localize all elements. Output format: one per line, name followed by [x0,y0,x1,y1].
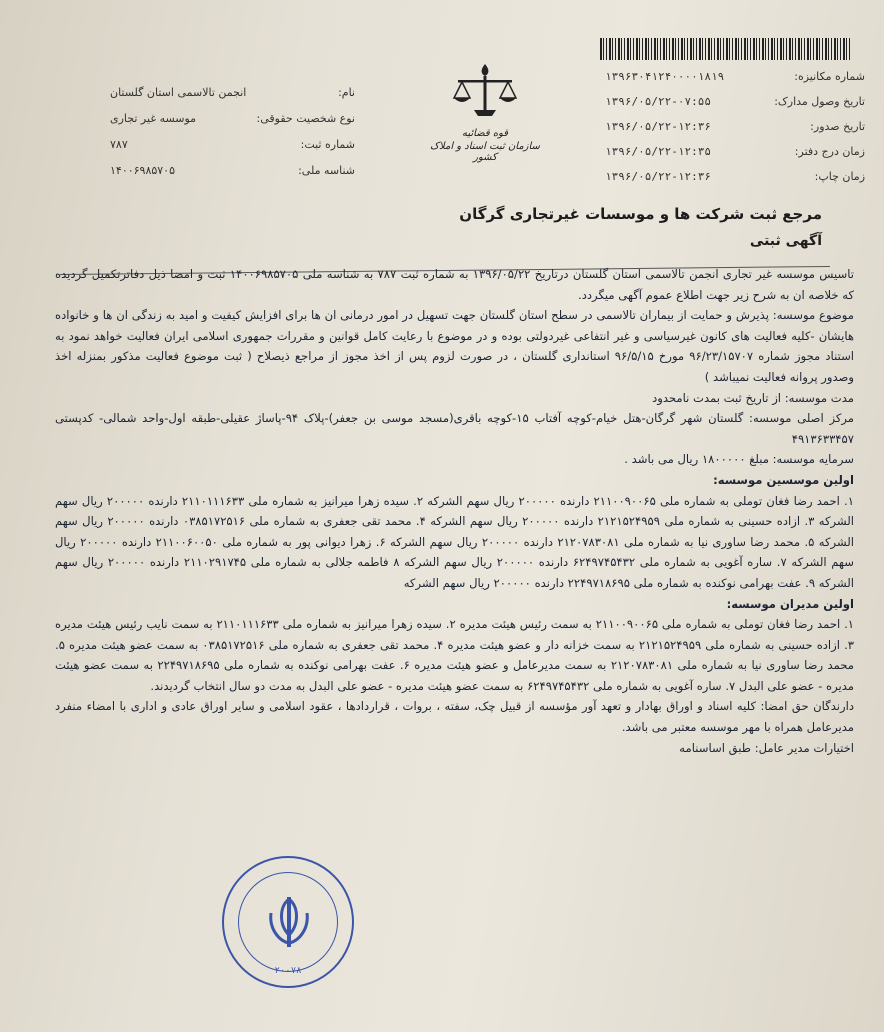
meta-row-book [605,139,865,164]
meta-label: زمان درج دفتر: [794,145,865,158]
paragraph-establishment: تاسیس موسسه غیر تجاری انجمن تالاسمی استان گلستان درتاریخ ۱۳۹۶/۰۵/۲۲ به شماره ثبت ۷۸۷ به شناسه ملی ۱۴۰۰۶۹۸۵۷۰۵ ثبت و امضا ذیل دفاترتکمیل گردیده که خلاصه ان به شرح زیر جهت اطلاع عموم آگهی میگردد. [55,267,854,302]
entity-national-label: شناسه ملی: [298,164,355,177]
entity-type-row [110,106,355,132]
meta-row-print [605,164,865,189]
meta-row-mechanized [605,64,865,89]
paragraph-signatories: دارندگان حق امضا: کلیه اسناد و اوراق بهادار و تعهد آور مؤسسه از قبیل چک، سفته ، بروات ، قراردادها ، عقود اسلامی و سایر اوراق عادی و اداری با امضاء منفرد مدیرعامل همراه با مهر موسسه معتبر می باشد. [55,699,854,735]
entity-reg-row [110,132,355,158]
meta-label: شماره مکانیزه: [794,70,865,83]
entity-type-label: نوع شخصیت حقوقی: [256,112,355,125]
registration-meta [605,64,865,189]
paragraph-founders: ۱. احمد رضا فغان توملی به شماره ملی ۲۱۱۰۰۹۰۰۶۵ دارنده ۲۰۰۰۰۰ ریال سهم الشرکه ۲. سیده زهرا میرانیز به شماره ملی ۲۱۱۰۱۱۱۶۳۳ دارنده ۲۰۰۰۰۰ ریال سهم الشرکه ۳. ازاده حسینی به شماره ملی ۲۱۲۱۵۲۴۹۵۹ دارنده ۲۰۰۰۰۰ ریال سهم الشرکه ۴. محمد تقی جعفری به شماره ملی ۰۳۸۵۱۷۲۵۱۶ دارنده ۲۰۰۰۰۰ ریال سهم الشرکه ۵. محمد رضا ساوری نیا به شماره ملی ۲۱۲۰۷۸۳۰۸۱ دارنده ۲۰۰۰۰۰ ریال سهم الشرکه ۶. زهرا دیوانی پور به شماره ملی ۲۱۱۰۰۶۰۰۵۰ دارنده ۲۰۰۰۰۰ ریال سهم الشرکه ۷. ساره آغویی به شماره ملی ۶۲۴۹۷۴۵۴۳۲ دارنده ۲۰۰۰۰۰ ریال سهم الشرکه ۸ فاطمه جلالی به شماره ملی ۲۱۱۰۲۹۱۷۴۵ دارنده ۲۰۰۰۰۰ ریال سهم الشرکه ۹. عفت بهرامی نوکنده به شماره ملی ۲۲۴۹۷۱۸۶۹۵ دارنده ۲۰۰۰۰۰ ریال سهم الشرکه [55,493,854,590]
meta-row-issued [605,114,865,139]
emblem-caption: سازمان ثبت اسناد و املاک کشور [430,141,540,163]
entity-national-value: ۱۴۰۰۶۹۸۵۷۰۵ [110,164,175,177]
paragraph-subject: موضوع موسسه: پذیرش و حمایت از بیماران تالاسمی در سطح استان گلستان جهت تسهیل در امور درمانی ان ها برای افزایش کیفیت و امید به زندگی ان ها و خانواده هایشان -کلیه فعالیت های کانون غیرسیاسی و غیر انتفاعی غیردولتی بوده و در موضوع با رعایت کامل قوانین و مقررات جمهوری اسلامی ایران فعالیت خواهد نمود به استناد مجوز شماره ۹۶/۲۳/۱۵۷۰۷ مورخ ۹۶/۵/۱۵ استانداری گلستان ، در صورت لزوم پس از اخذ مجوز از مراجع ذیصلاح ( ثبت موضوع فعالیت مذکور بمنزله اخذ وصدور پروانه فعالیت نمیباشد ) [55,308,854,384]
meta-value: ۱۳۹۶/۰۵/۲۲-۱۲:۳۶ [605,170,711,183]
paragraph-ceo-powers: اختیارات مدیر عامل: طبق اساسنامه [679,740,854,755]
barcode [600,38,850,60]
entity-name-row [110,80,355,106]
seal-emblem-icon [239,873,339,973]
meta-value: ۱۳۹۶۳۰۴۱۲۴۰۰۰۰۱۸۱۹ [605,70,725,83]
entity-type-value: موسسه غیر تجاری [110,112,197,125]
paragraph-address: مرکز اصلی موسسه: گلستان شهر گرگان-هتل خیام-کوچه آفتاب ۱۵-کوچه باقری(مسجد موسی بن جعفر)-پلاک ۹۴-پاساژ عقیلی-طبقه اول-واحد شمالی- کدپستی ۴۹۱۳۶۳۳۴۵۷ [55,411,854,446]
entity-reg-label: شماره ثبت: [300,138,355,151]
entity-national-row [110,158,355,184]
entity-name-label: نام: [338,86,355,99]
meta-label: تاریخ وصول مدارک: [774,95,865,108]
paragraph-duration: مدت موسسه: از تاریخ ثبت بمدت نامحدود [652,390,854,405]
official-seal [222,856,354,988]
meta-label: تاریخ صدور: [810,120,865,133]
meta-value: ۱۳۹۶/۰۵/۲۲-۰۷:۵۵ [605,95,711,108]
emblem-top-text: قوه قضائیه [461,128,509,139]
paragraph-managers: ۱. احمد رضا فغان توملی به شماره ملی ۲۱۱۰۰۹۰۰۶۵ به سمت رئیس هیئت مدیره ۲. سیده زهرا میرانیز به شماره ملی ۲۱۱۰۱۱۱۶۳۳ به سمت نایب رئیس هیئت مدیره ۳. ازاده حسینی به شماره ملی ۲۱۲۱۵۲۴۹۵۹ به سمت خزانه دار و عضو هیئت مدیره ۴. محمد تقی جعفری به شماره ملی ۰۳۸۵۱۷۲۵۱۶ به سمت عضو هیئت مدیره ۵. محمد رضا ساوری نیا به شماره ملی ۲۱۲۰۷۸۳۰۸۱ به سمت مدیرعامل و عضو هیئت مدیره ۶. عفت بهرامی نوکنده به شماره ملی ۲۲۴۹۷۱۸۶۹۵ به سمت عضو هیئت مدیره - عضو علی البدل ۷. ساره آغویی به شماره ملی ۶۲۴۹۷۴۵۴۳۲ به سمت عضو هیئت مدیره - عضو علی البدل به مدت دو سال انتخاب گردیدند. [55,617,855,693]
meta-value: ۱۳۹۶/۰۵/۲۲-۱۲:۳۶ [605,120,711,133]
judiciary-emblem [425,60,545,163]
meta-value: ۱۳۹۶/۰۵/۲۲-۱۲:۳۵ [605,145,711,158]
paragraph-capital: سرمایه موسسه: مبلغ ۱۸۰۰۰۰۰ ریال می باشد . [624,452,854,467]
announcement-body [55,264,854,758]
meta-label: زمان چاپ: [814,170,865,183]
heading-managers: اولین مدیران موسسه: [726,596,854,611]
document-subtitle: آگهی ثبتی [749,233,822,249]
seal-inner-ring [238,872,338,972]
entity-info [110,80,355,184]
entity-reg-value: ۷۸۷ [110,138,128,151]
meta-row-received [605,89,865,114]
seal-number: ۲۰۰۷۸ [274,966,302,976]
heading-founders: اولین موسسین موسسه: [713,472,854,487]
scales-icon [450,60,520,122]
entity-name-value: انجمن تالاسمی استان گلستان [110,86,247,99]
document-title: مرجع ثبت شرکت ها و موسسات غیرتجاری گرگان [459,205,822,223]
